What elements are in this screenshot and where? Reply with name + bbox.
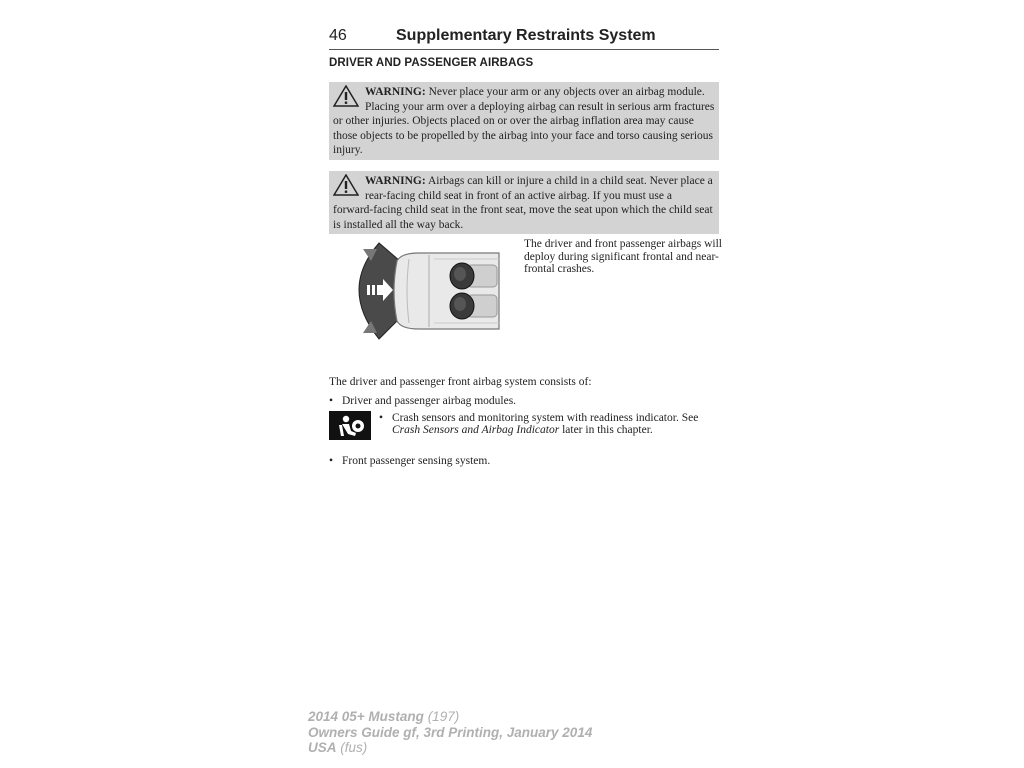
warning-text (333, 85, 715, 158)
list-item-text: Front passenger sensing system. (342, 455, 491, 467)
page-footer (308, 709, 592, 756)
footer-line-2: Owners Guide gf, 3rd Printing, January 2014 (308, 724, 593, 740)
page-number: 46 (329, 27, 347, 44)
bullet-marker: • (329, 395, 334, 407)
list-item (329, 395, 516, 407)
list-item (329, 455, 490, 467)
footer-market-code: (fus) (336, 740, 368, 755)
footer-code: (197) (423, 709, 460, 724)
warning-body: Airbags can kill or injure a child in a child seat. Never place a rear-facing child seat in front of an active airbag. If you must use a forward-facing child seat in the front seat, move the seat upon which the child seat is installed all the way back. (333, 175, 713, 231)
page-header (329, 27, 719, 50)
warning-label: WARNING: (365, 86, 426, 98)
list-item-text-tail: later in this chapter. (559, 424, 653, 437)
illustration-caption: The driver and front passenger airbags will deploy during significant frontal and near-frontal crashes. (524, 238, 722, 276)
warning-text (333, 174, 715, 232)
warning-triangle-icon (333, 174, 359, 196)
chapter-title: Supplementary Restraints System (396, 27, 656, 44)
bullet-marker: • (329, 455, 334, 467)
section-heading: DRIVER AND PASSENGER AIRBAGS (329, 57, 534, 69)
warning-body: Never place your arm or any objects over an airbag module. Placing your arm over a deploying airbag can result in serious arm fractures or other injuries. Objects placed on or over the airbag inflation area may cause those objects to be propelled by the airbag into your face and torso causing serious injury. (333, 86, 715, 157)
warning-triangle-icon (333, 85, 359, 107)
list-item-text: Driver and passenger airbag modules. (342, 395, 517, 407)
footer-line-1 (308, 709, 592, 725)
system-intro: The driver and passenger front airbag system consists of: (329, 376, 592, 388)
footer-model: 2014 05+ Mustang (308, 709, 424, 724)
airbag-indicator-icon (329, 411, 371, 440)
list-item-text-main: Crash sensors and monitoring system with readiness indicator. See (392, 412, 699, 424)
warning-box-child-seat (329, 171, 719, 234)
airbag-deployment-illustration (349, 241, 519, 341)
footer-market: USA (308, 740, 337, 755)
list-item (379, 412, 719, 437)
footer-line-3 (308, 740, 592, 756)
cross-reference: Crash Sensors and Airbag Indicator (392, 424, 560, 437)
list-item-text (392, 412, 719, 437)
bullet-marker: • (379, 412, 384, 424)
warning-label: WARNING: (365, 175, 426, 187)
warning-box-arm (329, 82, 719, 160)
